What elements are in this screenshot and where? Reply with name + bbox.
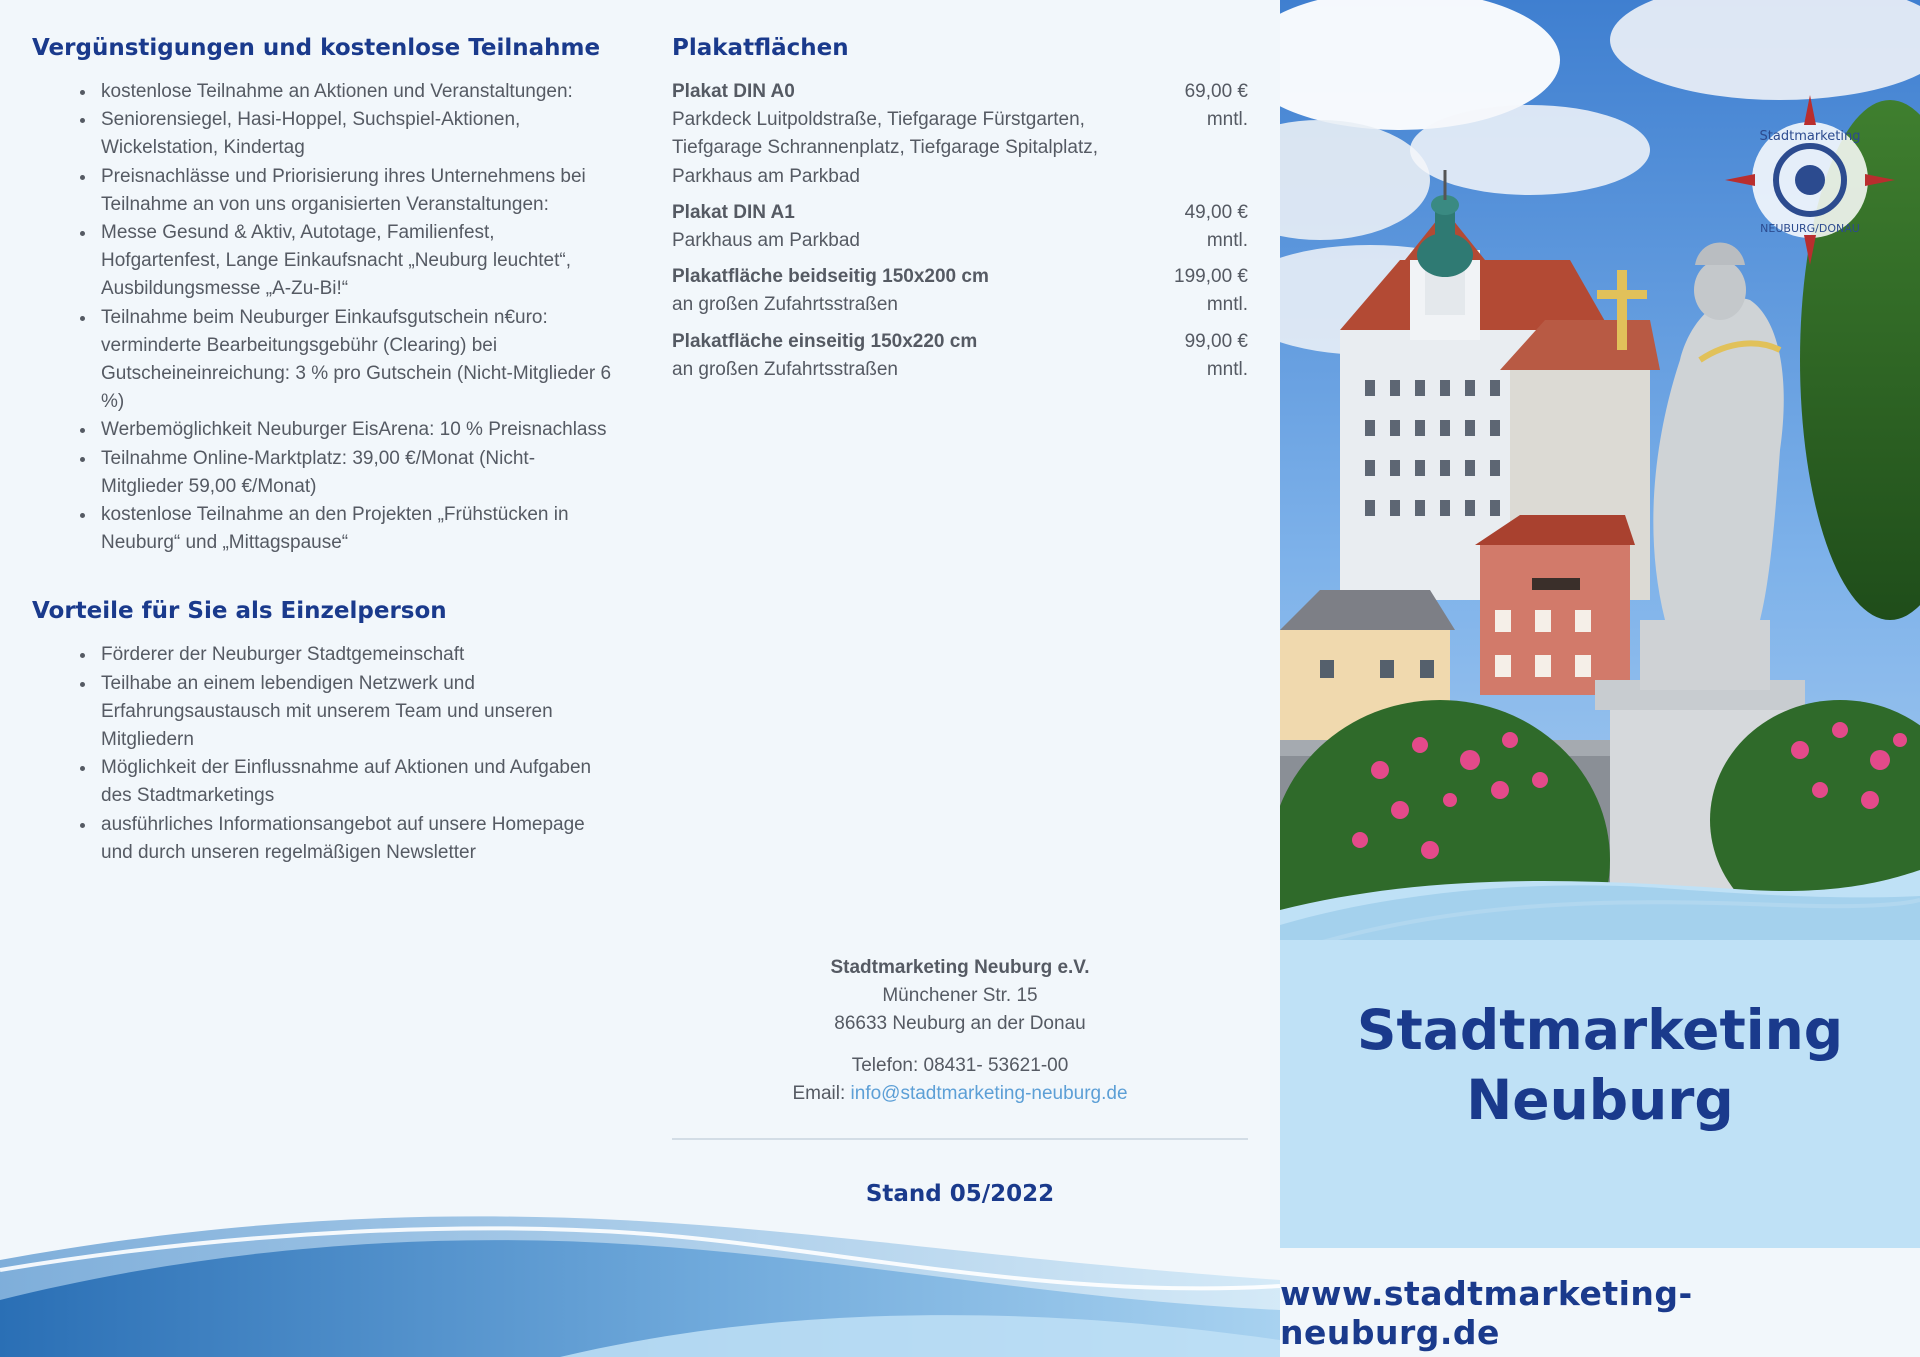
- list-item: Preisnachlässe und Priorisierung ihres Unternehmens bei Teilnahme an von uns organisierten Veranstaltungen:: [76, 163, 612, 219]
- city-address: 86633 Neuburg an der Donau: [834, 1013, 1086, 1035]
- price-value: 99,00 €: [1184, 330, 1248, 352]
- price-item-detail: Parkhaus am Parkbad: [672, 230, 860, 252]
- svg-text:Stadtmarketing: Stadtmarketing: [1759, 129, 1861, 144]
- org-name: Stadtmarketing Neuburg e.V.: [830, 957, 1090, 978]
- price-item-name: Plakat DIN A1: [672, 201, 795, 223]
- posters-heading: Plakatflächen: [672, 35, 849, 61]
- email-line: [672, 1080, 1248, 1108]
- price-period: mntl.: [1206, 109, 1248, 131]
- cover-title-line-1: Stadtmarketing: [1356, 998, 1844, 1062]
- url-bar: [1280, 1248, 1920, 1357]
- individual-heading: Vorteile für Sie als Einzelperson: [32, 598, 447, 625]
- benefits-column: [32, 32, 612, 867]
- street-address: Münchener Str. 15: [882, 985, 1038, 1007]
- price-value: 199,00 €: [1174, 266, 1248, 288]
- list-item: Förderer der Neuburger Stadtgemeinschaft: [76, 641, 612, 669]
- price-item-detail: an großen Zufahrtsstraßen: [672, 294, 898, 316]
- price-value: 69,00 €: [1184, 81, 1248, 102]
- price-row: [672, 199, 1248, 255]
- cover-panel: [1280, 0, 1920, 1357]
- price-value: 49,00 €: [1184, 201, 1248, 223]
- benefits-list: [76, 78, 612, 557]
- price-period: mntl.: [1206, 230, 1248, 252]
- list-item: Teilnahme Online-Marktplatz: 39,00 €/Monat (Nicht-Mitglieder 59,00 €/Monat): [76, 445, 612, 501]
- price-item-detail: an großen Zufahrtsstraßen: [672, 358, 898, 380]
- contact-block: [672, 954, 1248, 1108]
- website-url[interactable]: www.stadtmarketing-neuburg.de: [1280, 1274, 1693, 1352]
- list-item: Teilhabe an einem lebendigen Netzwerk und Erfahrungsaustausch mit unserem Team und unseren Mitgliedern: [76, 670, 612, 755]
- list-item: Seniorensiegel, Hasi-Hoppel, Suchspiel-Aktionen, Wickelstation, Kindertag: [76, 106, 612, 162]
- posters-column: [672, 32, 1248, 392]
- list-item: Messe Gesund & Aktiv, Autotage, Familienfest, Hofgartenfest, Lange Einkaufsnacht „Neuburg leuchtet“, Ausbildungsmesse „A-Zu-Bi!“: [76, 219, 612, 304]
- price-period: mntl.: [1206, 358, 1248, 380]
- benefits-heading: Vergünstigungen und kostenlose Teilnahme: [32, 35, 601, 61]
- cover-title: [1280, 995, 1920, 1135]
- price-row: [672, 328, 1248, 384]
- individual-list: [76, 641, 612, 867]
- price-period: mntl.: [1206, 294, 1248, 316]
- price-item-name: Plakat DIN A0: [672, 81, 795, 102]
- list-item: ausführliches Informationsangebot auf unsere Homepage und durch unseren regelmäßigen Newsletter: [76, 811, 612, 867]
- price-item-detail: Parkdeck Luitpoldstraße, Tiefgarage Fürstgarten, Tiefgarage Schrannenplatz, Tiefgarage Spitalplatz, Parkhaus am Parkbad: [672, 109, 1099, 187]
- price-row: [672, 263, 1248, 319]
- list-item: kostenlose Teilnahme an Aktionen und Veranstaltungen:: [76, 78, 612, 106]
- price-row: [672, 78, 1248, 191]
- price-item-name: Plakatfläche beidseitig 150x200 cm: [672, 266, 989, 288]
- cover-title-line-2: Neuburg: [1466, 1068, 1734, 1132]
- svg-text:NEUBURG/DONAU: NEUBURG/DONAU: [1760, 222, 1860, 235]
- email-link[interactable]: info@stadtmarketing-neuburg.de: [850, 1082, 1128, 1104]
- neuburg-castle-photo: [1280, 0, 1920, 940]
- divider: [672, 1138, 1248, 1140]
- stand-date: Stand 05/2022: [865, 1181, 1055, 1207]
- phone-number: Telefon: 08431- 53621-00: [851, 1054, 1069, 1076]
- price-item-name: Plakatfläche einseitig 150x220 cm: [672, 330, 978, 352]
- bottom-wave-decoration: [0, 1190, 1280, 1357]
- list-item: Teilnahme beim Neuburger Einkaufsgutschein n€uro: verminderte Bearbeitungsgebühr (Clearing) bei Gutscheineinreichung: 3 % pro Gutschein (Nicht-Mitglieder 6 %): [76, 304, 612, 417]
- list-item: Werbemöglichkeit Neuburger EisArena: 10 % Preisnachlass: [76, 416, 612, 444]
- email-label: Email:: [792, 1082, 851, 1104]
- list-item: kostenlose Teilnahme an den Projekten „Frühstücken in Neuburg“ und „Mittagspause“: [76, 501, 612, 557]
- list-item: Möglichkeit der Einflussnahme auf Aktionen und Aufgaben des Stadtmarketings: [76, 754, 612, 810]
